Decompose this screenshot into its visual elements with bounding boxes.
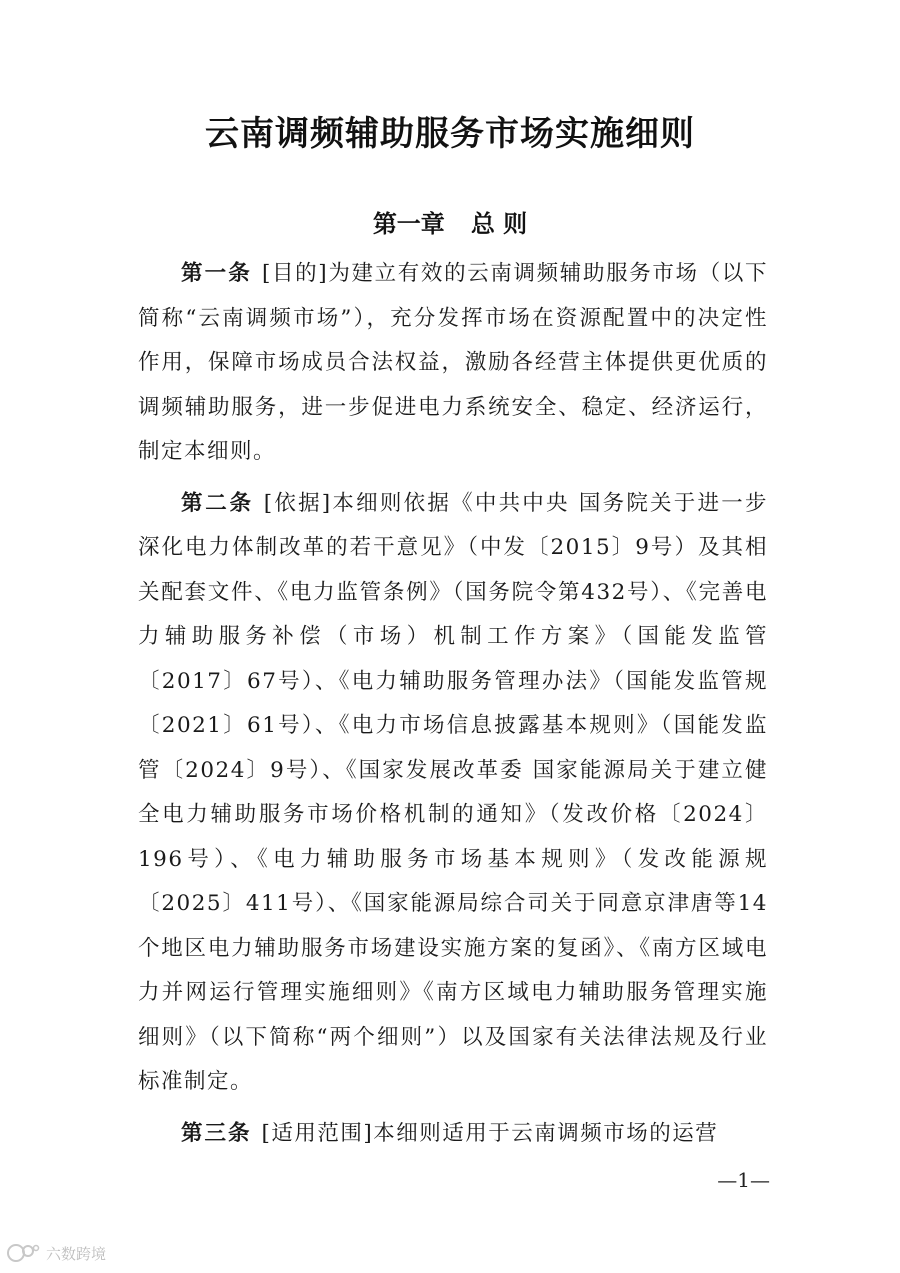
chapter-label: 第一章 (372, 210, 445, 238)
watermark-logo-icon (6, 1242, 40, 1264)
article-1 (138, 252, 768, 475)
page-number: —1— (717, 1168, 770, 1192)
document-title: 云南调频辅助服务市场实施细则 (205, 114, 695, 154)
article-text: [目的]为建立有效的云南调频辅助服务市场（以下简称“云南调频市场”），充分发挥市场在资源配置中的决定性作用，保障市场成员合法权益，激励各经营主体提供更优质的调频辅助服务，进一步促进电力系统安全、稳定、经济运行，制定本细则。 (138, 261, 768, 464)
chapter-name: 总 则 (470, 210, 528, 238)
watermark-text: 六数跨境 (46, 1244, 107, 1263)
article-text: [依据]本细则依据《中共中央 国务院关于进一步深化电力体制改革的若干意见》（中发〔2015〕9号）及其相关配套文件、《电力监管条例》（国务院令第432号）、《完善电力辅助服务补偿（市场）机制工作方案》（国能发监管〔2017〕67号）、《电力辅助服务管理办法》（国能发监管规〔2021〕61号）、《电力市场信息披露基本规则》（国能发监管〔2024〕9号）、《国家发展改革委 国家能源局关于建立健全电力辅助服务市场价格机制的通知》（发改价格〔2024〕196号）、《电力辅助服务市场基本规则》（发改能源规〔2025〕411号）、《国家能源局综合司关于同意京津唐等14个地区电力辅助服务市场建设实施方案的复函》、《南方区域电力并网运行管理实施细则》《南方区域电力辅助服务管理实施细则》（以下简称“两个细则”）以及国家有关法律法规及行业标准制定。 (138, 490, 768, 1094)
article-number: 第三条 (181, 1120, 252, 1146)
article-number: 第二条 (181, 490, 254, 516)
document-body (138, 252, 768, 1163)
watermark (6, 1240, 106, 1266)
article-number: 第一条 (181, 261, 252, 286)
chapter-heading (0, 204, 900, 244)
article-2 (138, 482, 768, 1105)
article-3 (138, 1112, 768, 1157)
article-text: [适用范围]本细则适用于云南调频市场的运营 (261, 1120, 719, 1146)
